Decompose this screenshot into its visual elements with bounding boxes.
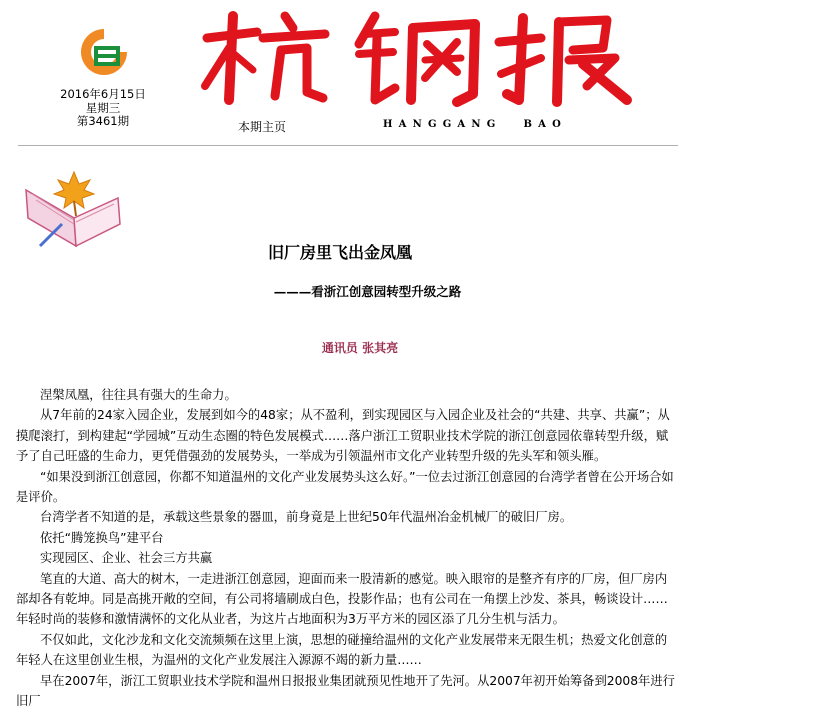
article-paragraph: 涅槃凤凰，往往具有强大的生命力。 xyxy=(40,388,237,402)
article-subtitle: ———看浙江创意园转型升级之路 xyxy=(273,284,462,299)
book-maple-leaf-icon xyxy=(22,170,122,248)
section-heading: 实现园区、企业、社会三方共赢 xyxy=(40,551,213,566)
issue-number: 第3461期 xyxy=(76,114,130,128)
article-paragraph: “如果没到浙江创意园，你都不知道温州的文化产业发展势头这么好。”一位去过浙江创意园的台湾学者曾在公开场合如是评价。 xyxy=(16,469,674,505)
issue-date: 2016年6月15日 xyxy=(60,87,146,101)
article-paragraph: 从7年前的24家入园企业，发展到如今的48家；从不盈利，到实现园区与入园企业及社会的“共建、共享、共赢”；从摸爬滚打，到构建起“学园城”互动生态圈的特色发展模式……落户浙江工贸职业技术学院的浙江创意园依靠转型升级，赋予了自己旺盛的生命力，更凭借强劲的发展势头，一举成为引领温州市文化产业转型升级的先头军和领头雁。 xyxy=(16,408,670,464)
article-paragraph: 早在2007年，浙江工贸职业技术学院和温州日报报业集团就预见性地开了先河。从2007年初开始筹备到2008年进行旧厂 xyxy=(16,673,675,709)
masthead-logo xyxy=(195,8,665,108)
article-body xyxy=(16,385,676,712)
article-paragraph: 不仅如此，文化沙龙和文化交流频频在这里上演，思想的碰撞给温州的文化产业发展带来无限生机；热爱文化创意的年轻人在这里创业生根，为温州的文化产业发展注入源源不竭的新力量…… xyxy=(16,632,668,668)
article-byline: 通讯员 张其亮 xyxy=(321,341,399,355)
article-title: 旧厂房里飞出金凤凰 xyxy=(267,243,412,262)
masthead-pinyin xyxy=(383,119,567,130)
section-heading: 依托“腾笼换鸟”建平台 xyxy=(40,530,164,545)
home-page-link[interactable]: 本期主页 xyxy=(238,120,287,134)
hanggang-logo-icon xyxy=(78,26,130,78)
header-divider xyxy=(18,145,678,146)
article-paragraph: 台湾学者不知道的是，承载这些景象的器皿，前身竟是上世纪50年代温州冶金机械厂的破旧厂房。 xyxy=(40,510,573,525)
issue-weekday: 星期三 xyxy=(85,100,121,115)
article-paragraph: 笔直的大道、高大的树木，一走进浙江创意园，迎面而来一股清新的感觉。映入眼帘的是整齐有序的厂房，但厂房内部却各有乾坤。同是高挑开敞的空间，有公司将墙刷成白色，投影作品；也有公司在一角摆上沙发、茶具，畅谈设计……年轻时尚的装修和激情满怀的文化从业者，为这片占地面积为3万平方米的园区添了几分生机与活力。 xyxy=(16,571,668,627)
pinyin-hanggang: HANGGANG xyxy=(383,119,502,130)
issue-info xyxy=(58,88,148,129)
pinyin-bao: BAO xyxy=(523,119,567,130)
